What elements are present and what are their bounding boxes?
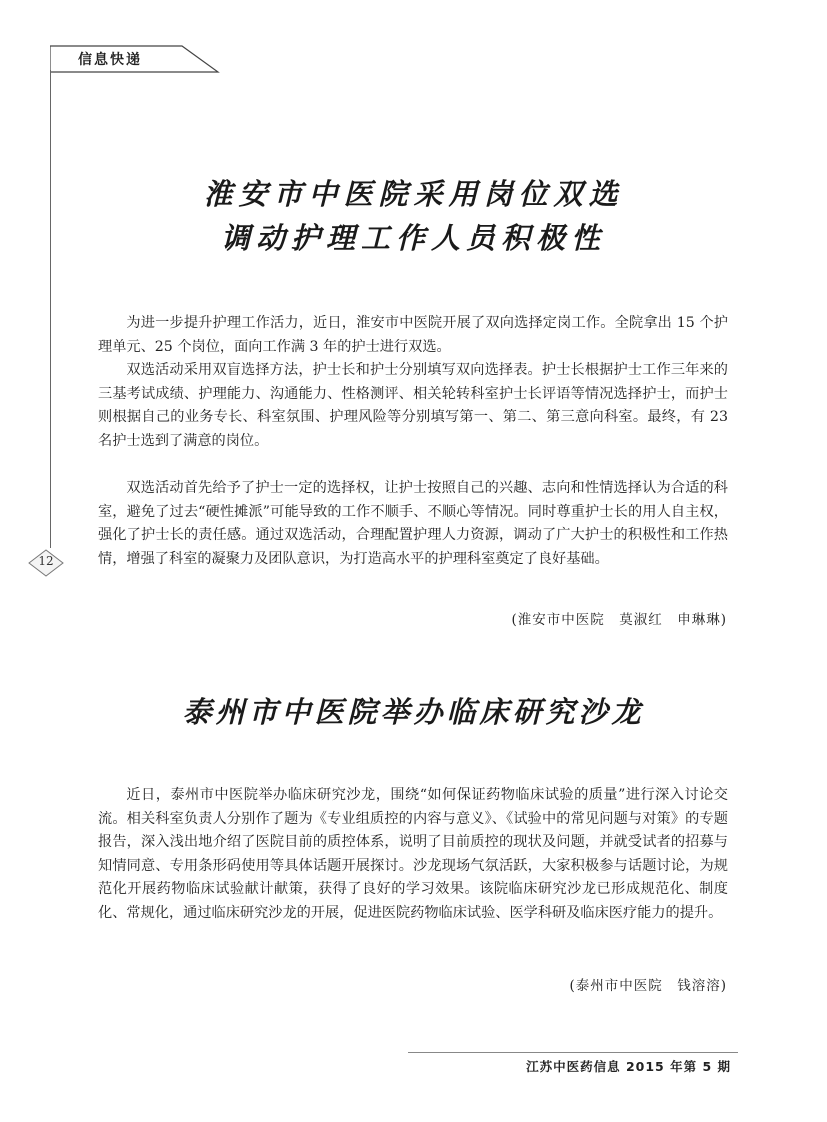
page-number-badge: [25, 548, 67, 578]
footer-publication: 江苏中医药信息 2015 年第 5 期: [526, 1059, 731, 1074]
footer-rule: [408, 1052, 738, 1053]
article1-paragraph: 为进一步提升护理工作活力，近日，淮安市中医院开展了双向选择定岗工作。全院拿出 15 个护理单元、25 个岗位，面向工作满 3 年的护士进行双选。: [98, 315, 728, 355]
article1-paragraph: 双选活动首先给予了护士一定的选择权，让护士按照自己的兴趣、志向和性情选择认为合适的科室，避免了过去“硬性摊派”可能导致的工作不顺手、不顺心等情况。同时尊重护士长的用人自主权，强化了护士长的责任感。通过双选活动，合理配置护理人力资源，调动了广大护士的积极性和工作热情，增强了科室的凝聚力及团队意识，为打造高水平的护理科室奠定了良好基础。: [98, 480, 728, 567]
left-margin-rule: [50, 70, 51, 548]
article1-paragraph: 双选活动采用双盲选择方法，护士长和护士分别填写双向选择表。护士长根据护士工作三年来的三基考试成绩、护理能力、沟通能力、性格测评、相关轮转科室护士长评语等情况选择护士，而护士则根据自己的业务专长、科室氛围、护理风险等分别填写第一、第二、第三意向科室。最终，有 23 名护士选到了满意的岗位。: [98, 362, 728, 449]
page-number: 12: [38, 554, 54, 568]
article2-title: 泰州市中医院举办临床研究沙龙: [182, 695, 645, 729]
article1-title-line1: 淮安市中医院采用岗位双选: [203, 177, 624, 211]
article2-paragraph: 近日，泰州市中医院举办临床研究沙龙，围绕“如何保证药物临床试验的质量”进行深入讨论交流。相关科室负责人分别作了题为《专业组质控的内容与意义》、《试验中的常见问题与对策》的专题报告，深入浅出地介绍了医院目前的质控体系，说明了目前质控的现状及问题，并就受试者的招募与知情同意、专用条形码使用等具体话题开展探讨。沙龙现场气氛活跃，大家积极参与话题讨论，为规范化开展药物临床试验献计献策，获得了良好的学习效果。该院临床研究沙龙已形成规范化、制度化、常规化，通过临床研究沙龙的开展，促进医院药物临床试验、医学科研及临床医疗能力的提升。: [98, 787, 728, 921]
section-header-tab: [50, 44, 210, 72]
article1-title-line2: 调动护理工作人员积极性: [220, 221, 606, 255]
article1-signature: (淮安市中医院 莫淑红 申琳琳): [511, 612, 727, 628]
article2-signature: (泰州市中医院 钱溶溶): [569, 978, 727, 994]
section-label: 信息快递: [78, 52, 142, 68]
